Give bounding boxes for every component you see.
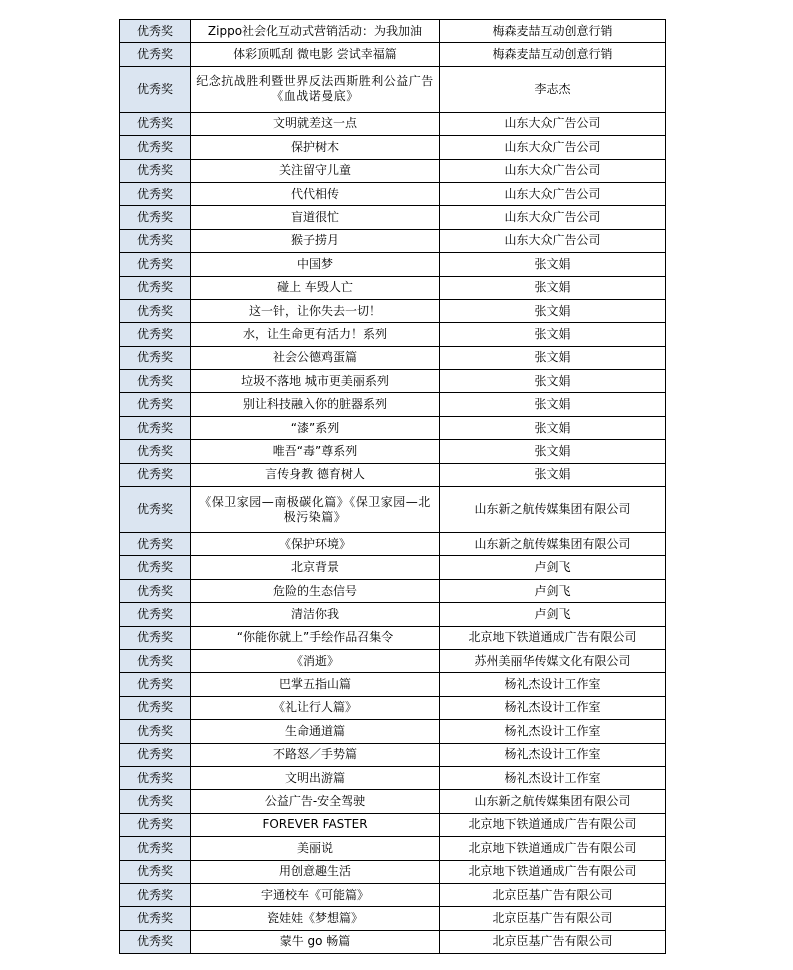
table-row — [120, 136, 666, 159]
award-cell: 优秀奖 — [120, 790, 191, 813]
organization-cell: 北京臣基广告有限公司 — [440, 930, 666, 953]
award-cell: 优秀奖 — [120, 883, 191, 906]
work-title-cell: 碰上 车毁人亡 — [191, 276, 440, 299]
work-title-cell: 瓷娃娃《梦想篇》 — [191, 907, 440, 930]
award-cell: 优秀奖 — [120, 206, 191, 229]
award-cell: 优秀奖 — [120, 276, 191, 299]
work-title-cell: 美丽说 — [191, 837, 440, 860]
work-title-cell: 关注留守儿童 — [191, 159, 440, 182]
work-title-cell: 公益广告-安全驾驶 — [191, 790, 440, 813]
table-row — [120, 20, 666, 43]
organization-cell: 张文娟 — [440, 463, 666, 486]
table-row — [120, 66, 666, 112]
table-row — [120, 299, 666, 322]
work-title-cell: 生命通道篇 — [191, 720, 440, 743]
organization-cell: 山东大众广告公司 — [440, 206, 666, 229]
work-title-cell: 中国梦 — [191, 253, 440, 276]
organization-cell: 张文娟 — [440, 393, 666, 416]
organization-cell: 山东大众广告公司 — [440, 112, 666, 135]
organization-cell: 张文娟 — [440, 370, 666, 393]
work-title-cell: 盲道很忙 — [191, 206, 440, 229]
work-title-cell: 言传身教 德育树人 — [191, 463, 440, 486]
award-cell: 优秀奖 — [120, 416, 191, 439]
work-title-cell: 宇通校车《可能篇》 — [191, 883, 440, 906]
award-cell: 优秀奖 — [120, 487, 191, 533]
award-cell: 优秀奖 — [120, 907, 191, 930]
award-cell: 优秀奖 — [120, 323, 191, 346]
work-title-cell: 社会公德鸡蛋篇 — [191, 346, 440, 369]
organization-cell: 北京臣基广告有限公司 — [440, 883, 666, 906]
organization-cell: 梅森麦喆互动创意行销 — [440, 43, 666, 66]
work-title-cell: “漆”系列 — [191, 416, 440, 439]
work-title-cell: 纪念抗战胜利暨世界反法西斯胜利公益广告《血战诺曼底》 — [191, 66, 440, 112]
award-cell: 优秀奖 — [120, 20, 191, 43]
work-title-cell: 唯吾“毒”尊系列 — [191, 440, 440, 463]
award-cell: 优秀奖 — [120, 370, 191, 393]
organization-cell: 山东新之航传媒集团有限公司 — [440, 533, 666, 556]
organization-cell: 山东大众广告公司 — [440, 229, 666, 252]
work-title-cell: 用创意趣生活 — [191, 860, 440, 883]
organization-cell: 张文娟 — [440, 253, 666, 276]
table-row — [120, 556, 666, 579]
table-row — [120, 487, 666, 533]
table-row — [120, 440, 666, 463]
award-cell: 优秀奖 — [120, 463, 191, 486]
table-row — [120, 533, 666, 556]
organization-cell: 张文娟 — [440, 416, 666, 439]
organization-cell: 李志杰 — [440, 66, 666, 112]
organization-cell: 北京臣基广告有限公司 — [440, 907, 666, 930]
award-cell: 优秀奖 — [120, 533, 191, 556]
work-title-cell: 保护树木 — [191, 136, 440, 159]
award-cell: 优秀奖 — [120, 743, 191, 766]
organization-cell: 杨礼杰设计工作室 — [440, 696, 666, 719]
award-cell: 优秀奖 — [120, 579, 191, 602]
organization-cell: 杨礼杰设计工作室 — [440, 743, 666, 766]
award-cell: 优秀奖 — [120, 860, 191, 883]
organization-cell: 梅森麦喆互动创意行销 — [440, 20, 666, 43]
award-cell: 优秀奖 — [120, 229, 191, 252]
table-row — [120, 696, 666, 719]
table-row — [120, 813, 666, 836]
work-title-cell: 不路怒／手势篇 — [191, 743, 440, 766]
award-cell: 优秀奖 — [120, 720, 191, 743]
organization-cell: 卢剑飞 — [440, 556, 666, 579]
work-title-cell: 北京背景 — [191, 556, 440, 579]
organization-cell: 山东新之航传媒集团有限公司 — [440, 790, 666, 813]
award-cell: 优秀奖 — [120, 43, 191, 66]
organization-cell: 山东新之航传媒集团有限公司 — [440, 487, 666, 533]
organization-cell: 卢剑飞 — [440, 579, 666, 602]
table-row — [120, 229, 666, 252]
table-row — [120, 626, 666, 649]
award-cell: 优秀奖 — [120, 182, 191, 205]
award-cell: 优秀奖 — [120, 346, 191, 369]
table-row — [120, 393, 666, 416]
award-cell: 优秀奖 — [120, 393, 191, 416]
organization-cell: 北京地下铁道通成广告有限公司 — [440, 860, 666, 883]
award-cell: 优秀奖 — [120, 626, 191, 649]
work-title-cell: FOREVER FASTER — [191, 813, 440, 836]
table-row — [120, 416, 666, 439]
table-row — [120, 883, 666, 906]
table-row — [120, 743, 666, 766]
table-row — [120, 112, 666, 135]
award-cell: 优秀奖 — [120, 440, 191, 463]
award-cell: 优秀奖 — [120, 649, 191, 672]
work-title-cell: 水，让生命更有活力！系列 — [191, 323, 440, 346]
work-title-cell: 文明出游篇 — [191, 766, 440, 789]
organization-cell: 卢剑飞 — [440, 603, 666, 626]
table-row — [120, 766, 666, 789]
organization-cell: 苏州美丽华传媒文化有限公司 — [440, 649, 666, 672]
table-row — [120, 370, 666, 393]
table-row — [120, 907, 666, 930]
work-title-cell: 别让科技融入你的脏器系列 — [191, 393, 440, 416]
work-title-cell: 文明就差这一点 — [191, 112, 440, 135]
organization-cell: 杨礼杰设计工作室 — [440, 720, 666, 743]
work-title-cell: 危险的生态信号 — [191, 579, 440, 602]
work-title-cell: 《保护环境》 — [191, 533, 440, 556]
table-row — [120, 43, 666, 66]
organization-cell: 山东大众广告公司 — [440, 182, 666, 205]
work-title-cell: 垃圾不落地 城市更美丽系列 — [191, 370, 440, 393]
table-row — [120, 206, 666, 229]
table-row — [120, 649, 666, 672]
work-title-cell: “你能你就上”手绘作品召集令 — [191, 626, 440, 649]
table-row — [120, 837, 666, 860]
table-row — [120, 720, 666, 743]
awards-table-body — [120, 20, 666, 954]
table-row — [120, 346, 666, 369]
organization-cell: 张文娟 — [440, 299, 666, 322]
table-row — [120, 930, 666, 953]
award-cell: 优秀奖 — [120, 837, 191, 860]
work-title-cell: 《消逝》 — [191, 649, 440, 672]
work-title-cell: 体彩顶呱刮 微电影 尝试幸福篇 — [191, 43, 440, 66]
award-cell: 优秀奖 — [120, 136, 191, 159]
awards-table — [119, 19, 666, 954]
table-row — [120, 253, 666, 276]
work-title-cell: 代代相传 — [191, 182, 440, 205]
table-row — [120, 579, 666, 602]
organization-cell: 张文娟 — [440, 440, 666, 463]
work-title-cell: 《礼让行人篇》 — [191, 696, 440, 719]
award-cell: 优秀奖 — [120, 930, 191, 953]
award-cell: 优秀奖 — [120, 159, 191, 182]
work-title-cell: 《保卫家园—南极碳化篇》《保卫家园—北极污染篇》 — [191, 487, 440, 533]
award-cell: 优秀奖 — [120, 66, 191, 112]
table-row — [120, 603, 666, 626]
award-cell: 优秀奖 — [120, 696, 191, 719]
table-row — [120, 860, 666, 883]
table-row — [120, 673, 666, 696]
work-title-cell: 蒙牛 go 畅篇 — [191, 930, 440, 953]
organization-cell: 张文娟 — [440, 276, 666, 299]
organization-cell: 北京地下铁道通成广告有限公司 — [440, 813, 666, 836]
table-row — [120, 159, 666, 182]
award-cell: 优秀奖 — [120, 603, 191, 626]
work-title-cell: 清洁你我 — [191, 603, 440, 626]
organization-cell: 张文娟 — [440, 323, 666, 346]
organization-cell: 山东大众广告公司 — [440, 159, 666, 182]
organization-cell: 张文娟 — [440, 346, 666, 369]
award-cell: 优秀奖 — [120, 112, 191, 135]
award-cell: 优秀奖 — [120, 673, 191, 696]
organization-cell: 北京地下铁道通成广告有限公司 — [440, 837, 666, 860]
table-row — [120, 323, 666, 346]
work-title-cell: Zippo社会化互动式营销活动：为我加油 — [191, 20, 440, 43]
award-cell: 优秀奖 — [120, 766, 191, 789]
award-cell: 优秀奖 — [120, 299, 191, 322]
award-cell: 优秀奖 — [120, 556, 191, 579]
award-cell: 优秀奖 — [120, 253, 191, 276]
work-title-cell: 猴子捞月 — [191, 229, 440, 252]
work-title-cell: 巴掌五指山篇 — [191, 673, 440, 696]
organization-cell: 杨礼杰设计工作室 — [440, 766, 666, 789]
organization-cell: 北京地下铁道通成广告有限公司 — [440, 626, 666, 649]
table-row — [120, 276, 666, 299]
table-row — [120, 182, 666, 205]
work-title-cell: 这一针，让你失去一切！ — [191, 299, 440, 322]
organization-cell: 山东大众广告公司 — [440, 136, 666, 159]
table-row — [120, 463, 666, 486]
organization-cell: 杨礼杰设计工作室 — [440, 673, 666, 696]
award-cell: 优秀奖 — [120, 813, 191, 836]
table-row — [120, 790, 666, 813]
